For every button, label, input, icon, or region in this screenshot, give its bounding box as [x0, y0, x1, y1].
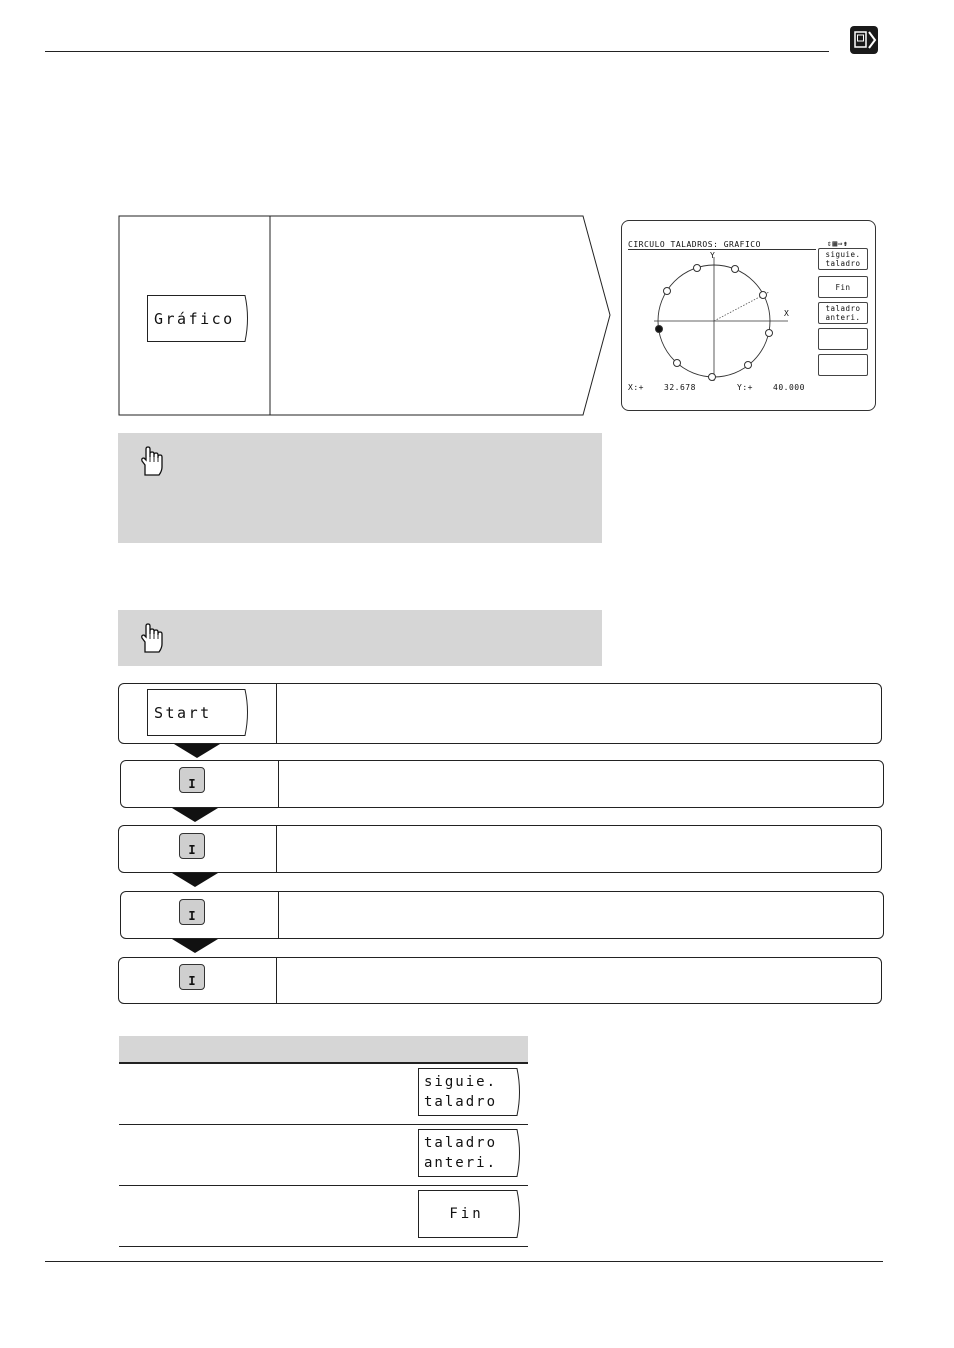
hole-marker [693, 264, 701, 272]
screen-softkey-line: anteri. [825, 313, 861, 322]
table-row [119, 1064, 528, 1125]
footer-rule [45, 1261, 883, 1262]
flow-arrow [172, 939, 218, 953]
i-key[interactable]: I [179, 964, 205, 990]
previous-hole-softkey[interactable] [418, 1129, 523, 1177]
start-softkey-label: Start [154, 703, 212, 722]
screen-softkey[interactable] [818, 276, 868, 298]
screen-display [621, 220, 876, 411]
i-key[interactable]: I [179, 833, 205, 859]
screen-x-label: X:+ [628, 383, 644, 392]
header-rule [45, 51, 829, 52]
pointing-hand-icon [138, 622, 164, 654]
flow-arrow [174, 744, 220, 758]
screen-y-label: Y:+ [737, 383, 753, 392]
screen-softkey-line: Fin [835, 282, 851, 292]
screen-y-value: 40.000 [773, 383, 805, 392]
screen-softkey[interactable] [818, 328, 868, 350]
step-i-key-4 [118, 957, 882, 1004]
screen-softkey[interactable] [818, 302, 868, 324]
step-i-key-2 [118, 825, 882, 873]
current-hole-marker [655, 325, 663, 333]
hole-marker [765, 329, 773, 337]
end-softkey-label: Fin [449, 1206, 484, 1222]
screen-title: CIRCULO TALADROS: GRAFICO [628, 240, 761, 249]
next-hole-softkey[interactable] [418, 1068, 523, 1116]
end-softkey[interactable] [418, 1190, 523, 1238]
axis-y-label: Y [710, 251, 716, 260]
hole-marker [673, 359, 681, 367]
next-hole-softkey-line2: taladro [424, 1094, 498, 1110]
note-box-2 [118, 610, 602, 666]
pointing-hand-icon [138, 445, 164, 477]
hole-marker [663, 287, 671, 295]
table-row [119, 1125, 528, 1186]
function-table [119, 1036, 528, 1247]
note-box-1 [118, 433, 602, 543]
screen-title-rule [628, 249, 816, 250]
step-i-key-1 [120, 760, 884, 808]
grafico-softkey[interactable] [147, 295, 251, 342]
step-i-key-3 [120, 891, 884, 939]
flow-arrow [172, 873, 218, 887]
flow-arrow [172, 808, 218, 822]
screen-softkey-line: taladro [825, 304, 861, 313]
hole-marker [731, 265, 739, 273]
i-key[interactable]: I [179, 899, 205, 925]
grafico-softkey-label: Gráfico [154, 309, 235, 328]
i-key[interactable]: I [179, 767, 205, 793]
previous-hole-softkey-line1: taladro [424, 1135, 498, 1151]
hole-marker [708, 373, 716, 381]
start-softkey[interactable] [147, 689, 251, 736]
screen-status-icons: ⇕▦⇒⇟ [827, 239, 849, 248]
function-table-header [119, 1036, 528, 1064]
screen-softkey[interactable] [818, 248, 868, 270]
screen-softkey[interactable] [818, 354, 868, 376]
screen-softkey-line: taladro [825, 259, 861, 268]
axis-x-label: X [784, 309, 790, 318]
sheet-arrow-icon [849, 25, 879, 55]
screen-softkey-line: siguie. [825, 250, 861, 259]
table-row [119, 1186, 528, 1247]
previous-hole-softkey-line2: anteri. [424, 1155, 498, 1171]
next-hole-softkey-line1: siguie. [424, 1074, 498, 1090]
screen-x-value: 32.678 [664, 383, 696, 392]
